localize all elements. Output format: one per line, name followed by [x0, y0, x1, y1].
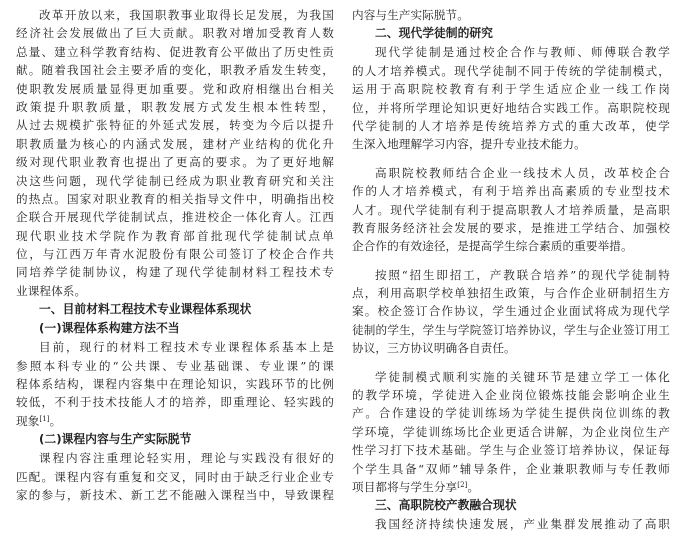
- text-line: [352, 460, 670, 478]
- text-line: [352, 284, 670, 302]
- section-heading: [16, 300, 334, 319]
- line-text: 级对现代职业教育也提出了更高的要求。为了更好地解: [16, 155, 334, 170]
- line-text: 二、现代学徒制的研究: [375, 26, 493, 41]
- line-text: 的教学环境，学徒进入企业岗位锻炼技能会影响企业生: [352, 388, 670, 403]
- line-text: 个学生具备“双师”辅导条件，企业兼职教师与专任教师: [352, 461, 670, 476]
- line-text: (二)课程内容与生产实际脱节: [39, 432, 192, 447]
- text-line: [352, 182, 670, 200]
- text-line: [16, 263, 334, 281]
- line-text: 匹配。课程内容有重复和交叉，同时由于缺乏行业企业专: [16, 469, 334, 484]
- text-line: [16, 449, 334, 467]
- text-line: [352, 99, 670, 117]
- text-line: [352, 62, 670, 80]
- line-text: 从过去规模扩张特征的外延式发展，转变为今后以提升: [16, 118, 334, 133]
- line-text: 生深入地理解学习内容，提升专业技术能力。: [352, 137, 586, 152]
- text-line: [352, 368, 670, 386]
- line-text: 目前，现行的材料工程技术专业课程体系基本上是: [39, 340, 334, 355]
- line-text: (一)课程体系构建方法不当: [39, 321, 180, 336]
- text-line: [352, 423, 670, 441]
- paragraph-gap: [352, 256, 670, 266]
- line-text: 位，并将所学理论知识更好地结合实践工作。高职院校现: [352, 100, 670, 115]
- line-text: 产。合作建设的学徒训练场为学徒生提供岗位训练的教: [352, 406, 670, 421]
- text-line: [352, 135, 670, 153]
- line-text: 人才。现代学徒制有利于提高职教人才培养质量，是高职: [352, 202, 670, 217]
- line-text: 高职院校教师结合企业一线技术人员，改革校企合: [375, 165, 670, 180]
- text-line: [352, 237, 670, 255]
- line-text: 位，与江西万年青水泥股份有限公司签订了校企合作共: [16, 247, 334, 262]
- line-text: 企联合开展现代学徒制试点，推进校企一体化育人。江西: [16, 210, 334, 225]
- text-line: [16, 80, 334, 98]
- text-line: [352, 80, 670, 98]
- line-text: 协议，三方协议明确各自责任。: [352, 341, 516, 356]
- line-text: 企合作的有效途径，是提高学生综合素质的重要举措。: [352, 239, 633, 254]
- text-line: [16, 338, 334, 356]
- text-line: [16, 468, 334, 486]
- section-heading: [16, 319, 334, 338]
- line-text: 使职教发展质量显得更加重要。党和政府相继出台相关: [16, 81, 334, 96]
- line-text: 决这些问题，现代学徒制已经成为职业教育研究和关注: [16, 173, 334, 188]
- section-heading: [352, 496, 670, 515]
- text-line: [352, 302, 670, 320]
- text-line: [352, 164, 670, 182]
- citation-mark: [1]: [39, 414, 50, 423]
- paragraph-gap: [352, 154, 670, 164]
- line-text: 教育服务经济社会发展的要求，是推进工学结合、加强校: [352, 220, 670, 235]
- text-line: [352, 6, 670, 24]
- text-line: [16, 153, 334, 171]
- line-text: 现代职业技术学院作为教育部首批现代学徒制试点单: [16, 228, 334, 243]
- text-line: [16, 357, 334, 375]
- text-line: [16, 412, 334, 430]
- line-punctuation: 。: [467, 479, 480, 494]
- text-line: [352, 117, 670, 135]
- text-line: [16, 190, 334, 208]
- line-text: 我国经济持续快速发展，产业集群发展推动了高职: [375, 517, 670, 532]
- line-text: 改革开放以来，我国职教事业取得长足发展，为我国: [39, 8, 334, 22]
- line-text: 点，利用高职学校单独招生政策，与合作企业研制招生方: [352, 286, 670, 301]
- line-text: 程体系结构，课程内容集中在理论知识，实践环节的比例: [16, 377, 334, 392]
- text-line: [352, 478, 670, 496]
- text-line: [16, 375, 334, 393]
- text-line: [352, 201, 670, 219]
- line-text: 职教质量为核心的内涵式发展，建材产业结构的优化升: [16, 136, 334, 151]
- text-line: [352, 386, 670, 404]
- line-text: 总量、建立科学教育结构、促进教育公平做出了历史性贡: [16, 44, 334, 59]
- text-line: [16, 208, 334, 226]
- line-text: 的热点。国家对职业教育的相关指导文件中，明确指出校: [16, 191, 334, 206]
- line-text: 同培养学徒制协议，构建了现代学徒制材料工程技术专: [16, 265, 334, 280]
- text-line: [16, 227, 334, 245]
- text-line: [352, 219, 670, 237]
- text-line: [16, 116, 334, 134]
- line-text: 代学徒制的人才培养是传统培养方式的重大改革，使学: [352, 118, 670, 133]
- line-text: 现代学徒制是通过校企合作与教师、师傅联合教学: [375, 45, 670, 60]
- right-column: [352, 6, 670, 534]
- line-text: 家的参与，新技术、新工艺不能融入课程当中，导致课程: [16, 487, 334, 502]
- line-text: 案。校企签订合作协议，学生通过企业面试将成为现代学: [352, 304, 670, 319]
- line-text: 作的人才培养模式，有利于培养出高素质的专业型技术: [352, 184, 670, 199]
- left-column: [16, 6, 334, 504]
- text-line: [352, 321, 670, 339]
- line-text: 参照本科专业的“公共课、专业基础课、专业课”的课: [16, 358, 334, 373]
- paragraph-gap: [352, 358, 670, 368]
- text-line: [352, 404, 670, 422]
- section-heading: [352, 24, 670, 43]
- citation-mark: [2]: [457, 480, 468, 489]
- line-text: 按照“招生即招工，产教联合培养”的现代学徒制特: [375, 267, 670, 282]
- text-line: [16, 43, 334, 61]
- text-line: [16, 486, 334, 504]
- line-text: 性学习打下技术基础。学生与企业签订培养协议，保证每: [352, 443, 670, 458]
- line-text: 运用于高职院校教育有利于学生适应企业一线工作岗: [352, 82, 670, 97]
- text-line: [352, 441, 670, 459]
- line-text: 一、目前材料工程技术专业课程体系现状: [39, 302, 252, 317]
- line-text: 项目都将与学生分享: [352, 479, 458, 494]
- line-text: 现象: [16, 413, 40, 428]
- text-line: [352, 266, 670, 284]
- text-line: [16, 282, 334, 300]
- text-line: [16, 172, 334, 190]
- text-line: [16, 98, 334, 116]
- line-punctuation: 。: [49, 413, 62, 428]
- text-line: [16, 393, 334, 411]
- line-text: 较低，不利于技术技能人才的培养，即重理论、轻实践的: [16, 395, 334, 410]
- line-text: 政策提升职教质量，职教发展方式发生根本性转型，: [16, 99, 334, 114]
- line-text: 学徒制模式顺利实施的关键环节是建立学工一体化: [375, 369, 670, 384]
- text-line: [16, 245, 334, 263]
- text-line: [352, 43, 670, 61]
- line-text: 的人才培养模式。现代学徒制不同于传统的学徒制模式，: [352, 63, 670, 78]
- line-text: 业课程体系。: [16, 283, 87, 298]
- text-line: [16, 6, 334, 24]
- section-heading: [16, 430, 334, 449]
- line-text: 课程内容注重理论轻实用，理论与实践没有很好的: [39, 451, 334, 466]
- text-line: [16, 61, 334, 79]
- line-text: 学环境，学徒训练场比企业更适合讲解，为企业岗位生产: [352, 424, 670, 439]
- text-line: [16, 135, 334, 153]
- text-line: [16, 24, 334, 42]
- line-text: 徒制的学生，学生与学院签订培养协议，学生与企业签订用工: [352, 322, 670, 337]
- line-text: 经济社会发展做出了巨大贡献。职教对增加受教育人数: [16, 26, 334, 41]
- line-text: 三、高职院校产教融合现状: [375, 498, 517, 513]
- line-text: 献。随着我国社会主要矛盾的变化，职教矛盾发生转变，: [16, 63, 334, 78]
- line-text: 内容与生产实际脱节。: [352, 8, 469, 22]
- text-line: [352, 339, 670, 357]
